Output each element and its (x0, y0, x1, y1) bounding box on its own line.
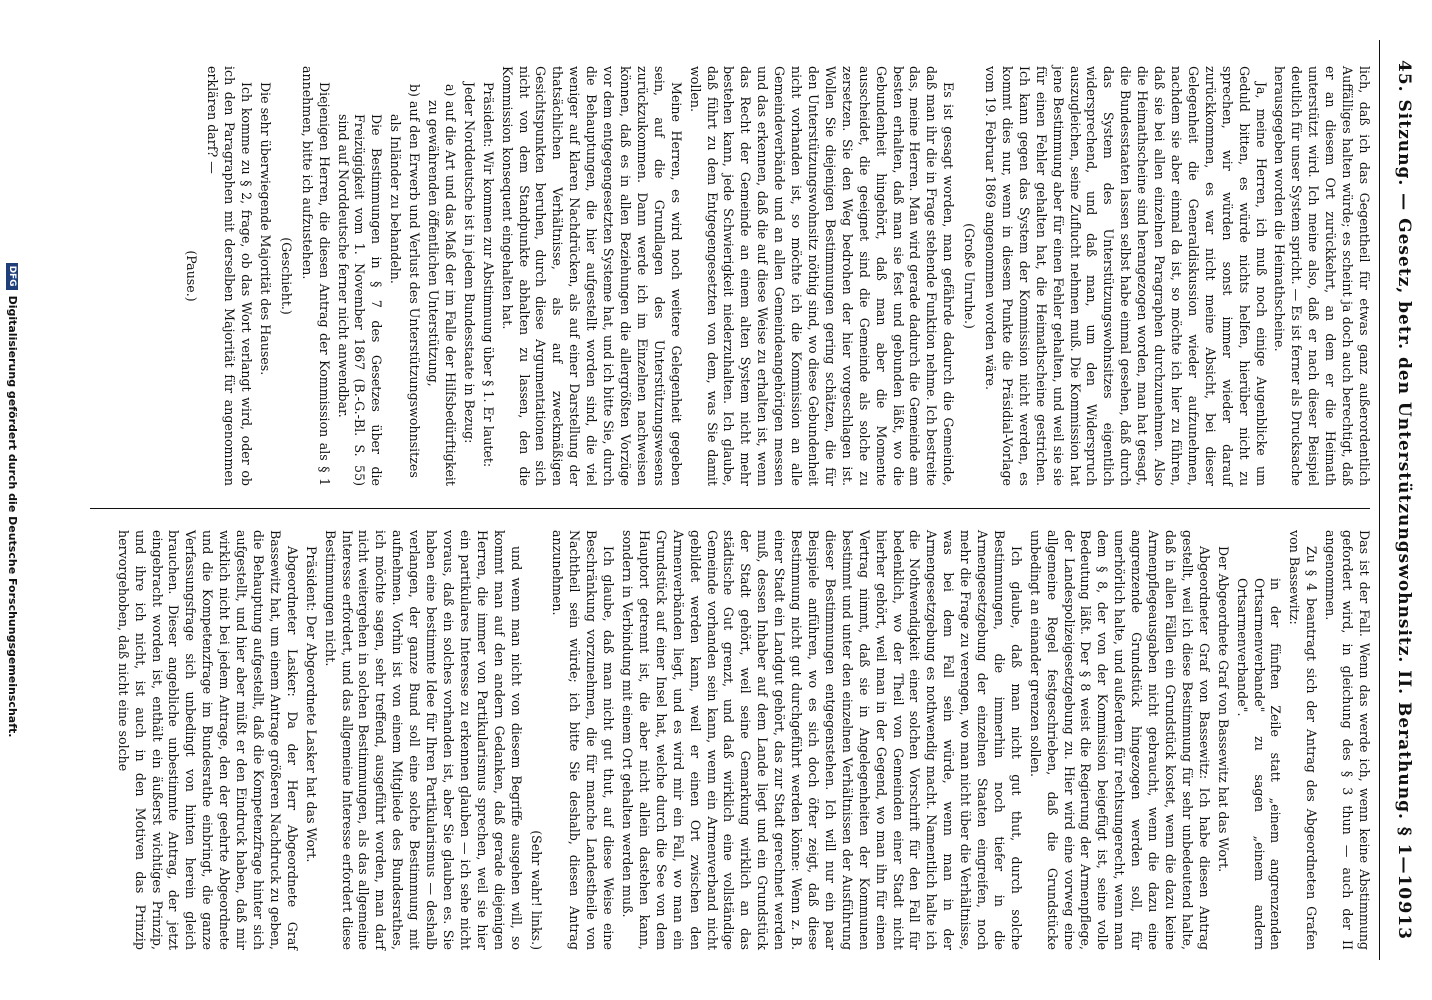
paragraph: Ich glaube, daß man nicht gut thut, auf diese Weise eine Beschränkung vorzunehmen, die für manche Landestheile von Nachtheil sein würde; ich bitte Sie deshalb, diesen Antrag anzunehmen. (550, 530, 617, 950)
paragraph: Ja, meine Herren, ich muß noch einige Augenblicke um Geduld bitten, es würde nichts helfen, hierüber nicht zu sprechen, wir würden sonst immer wieder darauf zurückkommen, es war nicht meine Absicht, bei dieser Gelegenheit die Generaldiskussion wieder aufzunehmen, nachdem sie aber einmal da ist, so möchte ich hier zu führen, daß sie bei allen einzelnen Paragraphen durchzunehmen. Also die Heimathscheine sind herangezogen worden, man hat gesagt, die Bundesstaaten lassen selbst habe einmal gesehen, daß durch das System des Unterstützungswohnsitzes eigentlich widersprechend, und daß man, um den Widerspruch auszugleichen, seine Zuflucht nehmen muß. Die Kommission hat jene Bestimmung aber für einen Fehler gehalten, und weil sie sie für einen Fehler gehalten hat, die Heimathscheine gestrichen. Ich kann gegen das System der Kommission nicht werden, es kommt dies nur, wenn in diesem Punkte die Präsidial-Vorlage vom 19. Februar 1869 angenommen worden wäre. (983, 66, 1269, 486)
paragraph: Abgeordneter Lasker: Da der Herr Abgeordnete Graf Bassewitz hat, um einem Antrage größeren Nachdruck zu geben, die Behauptung aufgestellt, daß die Kompetenzfrage hinter sich aufgestellt, und hier aber müßt er den Eindruck haben, daß mir wirklich nicht bei jedem Antrage, den der geehrte Abgeordnete und die Kompetenzfrage im Bundesrathe einbringt, die ganze Verfassungsfrage sich unbedingt von hinten herein gleich brauchen. Dieser angebliche unbestimmte Antrag, der jetzt eingebracht worden ist, enthält ein äußerst wichtiges Prinzip, und ihre ich nicht, ist auch in den Motiven das Prinzip hervorgehoben, daß nicht eine solche (115, 530, 300, 950)
paragraph: Jeder Norddeutsche ist in jedem Bundesstaate in Bezug: (461, 82, 477, 444)
dfg-logo-badge: DFG (6, 263, 18, 290)
paragraph: Meine Herren, es wird noch weitere Gelegenheit gegeben sein, auf die Grundlagen des Unterstützungswesens zurückzukommen. Dann werde ich im Einzelnen nachweisen können, daß es in allen Beziehungen die allergrößten Vorzüge vor dem entgegengesetzten Systeme hat, und ich bitte Sie, durch die Behauptungen, die hier aufgestellt worden sind, die viel weniger auf klaren Nachdrücken, als auf einer Darstellung der thatsächlichen Verhältnisse, als auf zweckmäßigen Gesichtspunkten beruhen, durch diese Argumentationen sich nicht von dem Standpunkte abhalten zu lassen, den die Kommission konsequent eingehalten hat. (499, 66, 684, 486)
paragraph: a) auf die Art und das Maß der im Falle der Hilfsbedürftigkeit zu gewährenden öffentlichen Unterstützung, (426, 84, 458, 486)
paragraph: (Geschieht.) (278, 237, 294, 315)
digitization-credit-text: Digitalisierung gefördert durch die Deutsche Forschungsgemeinschaft. (6, 295, 19, 738)
paragraph: Präsident: Wir kommen zur Abstimmung über § 1. Er lautet: (480, 82, 496, 468)
paragraph: Diejenigen Herren, die diesen Antrag der Kommission als § 1 annehmen, bitte ich aufzustehen. (299, 66, 332, 486)
digitization-credit (6, 0, 19, 1000)
paragraph: Es ist gesagt worden, man gefährde dadurch die Gemeinde, daß man ihr die in Frage stehende Funktion nehme. Ich bestreite das, meine Herren. Man wird gerade dadurch die Gemeinde am besten erhalten, daß man sie fest und gebunden läßt, wo die Gebundenheit hingehört, daß man aber die Momente ausscheidet, die geeignet sind die Gemeinde als solche zu zersetzen. Sie den Weg bedrohen der hier vorgeschlagen ist. Wollen Sie diejenigen Bestimmungen gering schätzen, die für den Unterstützungswohnsitz nöthig sind, wo diese Gebundenheit nicht vorhanden ist, so möchte ich die Kommission an alle Gemeindeverbände und an allen Gemeindeangehörigen messen und das erkennen, daß die auf diese Weise zu erhalten ist, wenn das Recht der Gemeinde an einem alten System nicht mehr bestehen kann, jede Schwierigkeit niederzuhalten. Ich glaube, daß führt zu dem Entgegengesetzten von dem, was Sie damit wollen. (687, 66, 957, 486)
running-head (1384, 60, 1414, 940)
paragraph: Die sehr überwiegende Majorität des Hauses. (257, 82, 273, 376)
paragraph: und wenn man nicht von diesem Begriffe ausgehen will, so kommt man auf den andern Gedanken, daß gerade diejenigen Herren, die immer von Partikularismus sprechen, weil sie hier ein partikulares Interesse zu erkennen glauben — ich sehe nicht voraus, daß ein solches vorhanden ist, aber Sie glauben es. Sie haben eine bestimmte Idee für Ihren Partikularismus — deshalb verlangen, der ganze Bund soll eine solche Bestimmung mit aufnehmen. Vorhin ist von einem Mitgliede des Bundesrathes, ich möchte sagen, sehr treffend, ausgeführt worden, man darf nicht weitergehen in solchen Bestimmungen, als das allgemeine Interesse erfordert, und das allgemeine Interesse erfordert diese Bestimmungen nicht. (322, 530, 524, 950)
paragraph: Abgeordneter Graf von Bassewitz: Ich habe diesen Antrag gestellt, weil ich diese Bestimmung für sehr unbedeutend halte, daß in allen Fällen ein Grundstück kostet, wenn die dazu keine Armenpflegeausgaben nicht gebraucht, wenn die dazu eine angrenzende Grundstück hingezogen werden soll, für unerhörlich halte, und außerdem für rechtsungerecht, wenn man dem § 8, der von der Kommission beigefügt ist, seine volle Bedeutung läßt. Der § 8 weist die Regierung der Armenpflege, der Landespolizeigesetzgebung zu. Hier wird eine vorweg eine allgemeine Regel festgeschrieben, daß die Grundstücke unbedingt an einander grenzen sollen. (1027, 530, 1212, 950)
paragraph: Der Abgeordnete Graf von Bassewitz hat das Wort. (1215, 546, 1231, 873)
paragraph: lich, daß ich das Gegentheil für etwas ganz außerordentlich Auffälliges halten würde; es scheint ja doch auch berechtigt, daß er an diesem Ort zurückkehrt, an dem er die Heimath unterstützt wird. Ich meine also, daß er nach dieser Beispiel deutlich für unser System spricht. — Es ist ferner als Drucksache herausgegeben worden die Heimathscheine. (1272, 66, 1372, 486)
paragraph: Ich komme zu § 2, frage, ob das Wort verlangt wird, oder ob ich den Paragraphen mit derselben Majorität für angenommen erklären darf? — (205, 66, 254, 486)
paragraph: als Inländer zu behandeln. (388, 114, 404, 284)
paragraph: Zu § 4 beantragt sich der Antrag des Abgeordneten Grafen von Bassewitz: (1287, 530, 1320, 950)
header-rule (1379, 40, 1380, 960)
paragraph: Die Bestimmungen in § 7 des Gesetzes über die Freizügigkeit vom 1. November 1867 (B.-G.-Bl. S. 55) sind auf Norddeutsche ferner nicht anwendbar. (335, 114, 385, 486)
paragraph: in der fünften Zeile statt „einem angrenzenden Ortsarmenverbande" zu sagen „einem andern Ortsarmenverbande". (1234, 578, 1284, 950)
running-head-title: 45. Sitzung. — Gesetz, betr. den Unterstützungswohnsitz. II. Berathung. § 1—10. (1394, 60, 1414, 908)
paragraph: b) auf den Erwerb und Verlust des Unterstützungswohnsitzes (407, 84, 423, 478)
left-text-column (178, 66, 1372, 486)
page-number: 913 (1394, 901, 1414, 940)
paragraph: Das ist der Fall. Wenn das werde ich, wenn keine Abstimmung gefordert wird, in gleichung des § 3 thun — auch der II angenommen. (1323, 530, 1372, 950)
paragraph: Präsident: Der Abgeordnete Lasker hat das Wort. (303, 546, 319, 863)
paragraph: Ich glaube, daß man nicht gut thut, durch solche Bestimmungen, die immerhin noch tiefer in die Armengesetzgebung der einzelnen Staaten eingreifen, noch mehr die Frage zu verengen, wo man nicht über die Verhältnisse, was bei dem Fall sein würde, wenn man in der Armengesetzgebung es nothwendig macht. Namentlich halte ich die Nothwendigkeit einer solchen Vorschrift für den Fall für bedenklich, wo der Theil von Gemeinden einer Stadt nicht hierher gehört, weil man in der Gegend, wo man ihn für einen Vertrag nimmt, daß sie in Angelegenheiten der Kommunen bestimmt und unter den einzelnen Verhältnissen der Ausführung dieser Bestimmungen entgegenstehen. Ich will nur ein paar Beispiele anführen, wo es sich doch öfter zeigt, daß diese Bestimmung nicht gut durchgeführt werden könne: Wenn z. B. einer Stadt ein Landgut gehört, das zur Stadt gerechnet werden muß, dessen Inhaber auf dem Lande liegt und ein Grundstück der Stadt gehört, weil seine Gemarkung wirklich an das städtische Gut grenzt, und daß wirklich eine vollständige Gemeinde vorhanden sein kann, wenn ein Armenverband nicht gebildet werden kann, weil er einen Ort zwischen den Armenverbänden liegt, und es wird mir ein Fall, wo man ein Grundstück auf einer Insel hat, welche durch die See von dem Hauptort getrennt ist, die aber nicht allein dastehen kann, sondern in Verbindung mit einem Ort gehalten werden muß. (620, 530, 1024, 950)
column-divider (90, 508, 1370, 509)
paragraph: (Pause.) (184, 250, 200, 302)
paragraph: (Große Unruhe.) (962, 223, 978, 329)
paragraph: (Sehr wahr! links.) (529, 830, 545, 950)
right-text-column (112, 530, 1372, 950)
